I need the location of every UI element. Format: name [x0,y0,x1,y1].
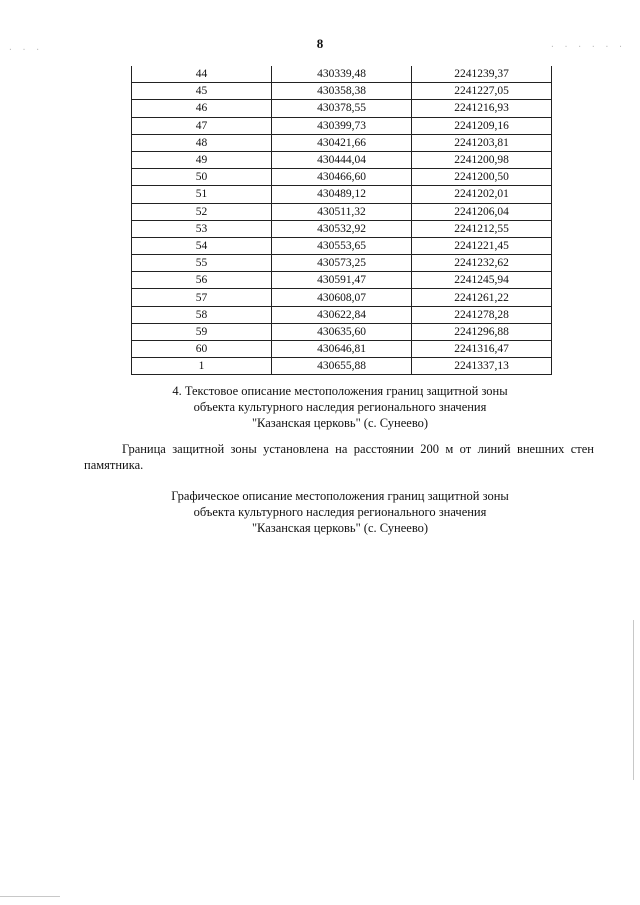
y-coordinate-cell: 2241245,94 [412,272,552,289]
point-number-cell: 1 [132,358,272,375]
x-coordinate-cell: 430608,07 [272,289,412,306]
point-number-cell: 55 [132,255,272,272]
y-coordinate-cell: 2241337,13 [412,358,552,375]
table-row [132,306,552,323]
y-coordinate-cell: 2241316,47 [412,341,552,358]
x-coordinate-cell: 430489,12 [272,186,412,203]
point-number-cell: 50 [132,169,272,186]
table-row [132,203,552,220]
table-row [132,341,552,358]
y-coordinate-cell: 2241212,55 [412,220,552,237]
point-number-cell: 48 [132,134,272,151]
x-coordinate-cell: 430646,81 [272,341,412,358]
table-row [132,83,552,100]
x-coordinate-cell: 430553,65 [272,237,412,254]
scan-edge-line [0,896,60,897]
y-coordinate-cell: 2241202,01 [412,186,552,203]
heading-line: объекта культурного наследия регионального значения [193,400,487,414]
x-coordinate-cell: 430532,92 [272,220,412,237]
heading-line: объекта культурного наследия регионального значения [193,505,487,519]
point-number-cell: 52 [132,203,272,220]
graphic-description-heading [10,488,640,536]
y-coordinate-cell: 2241261,22 [412,289,552,306]
x-coordinate-cell: 430655,88 [272,358,412,375]
scan-edge-line [633,620,634,780]
x-coordinate-cell: 430591,47 [272,272,412,289]
heading-line: "Казанская церковь" (с. Сунеево) [251,521,429,535]
point-number-cell: 45 [132,83,272,100]
heading-line: "Казанская церковь" (с. Сунеево) [251,416,429,430]
y-coordinate-cell: 2241216,93 [412,100,552,117]
table-row [132,66,552,83]
point-number-cell: 49 [132,151,272,168]
x-coordinate-cell: 430511,32 [272,203,412,220]
y-coordinate-cell: 2241200,50 [412,169,552,186]
point-number-cell: 54 [132,237,272,254]
heading-line: Графическое описание местоположения границ защитной зоны [171,489,509,503]
table-row [132,186,552,203]
point-number-cell: 47 [132,117,272,134]
x-coordinate-cell: 430573,25 [272,255,412,272]
y-coordinate-cell: 2241232,62 [412,255,552,272]
point-number-cell: 51 [132,186,272,203]
y-coordinate-cell: 2241206,04 [412,203,552,220]
point-number-cell: 59 [132,323,272,340]
point-number-cell: 56 [132,272,272,289]
section-4-heading [10,383,640,431]
x-coordinate-cell: 430339,48 [272,66,412,83]
y-coordinate-cell: 2241278,28 [412,306,552,323]
table-row [132,100,552,117]
x-coordinate-cell: 430421,66 [272,134,412,151]
table-row [132,117,552,134]
x-coordinate-cell: 430358,38 [272,83,412,100]
table-row [132,237,552,254]
coordinates-table [131,66,552,375]
x-coordinate-cell: 430399,73 [272,117,412,134]
y-coordinate-cell: 2241209,16 [412,117,552,134]
table-row [132,255,552,272]
x-coordinate-cell: 430378,55 [272,100,412,117]
table-row [132,169,552,186]
y-coordinate-cell: 2241296,88 [412,323,552,340]
y-coordinate-cell: 2241200,98 [412,151,552,168]
table-row [132,323,552,340]
point-number-cell: 44 [132,66,272,83]
x-coordinate-cell: 430622,84 [272,306,412,323]
table-row [132,134,552,151]
y-coordinate-cell: 2241227,05 [412,83,552,100]
point-number-cell: 46 [132,100,272,117]
zone-boundary-paragraph: Граница защитной зоны установлена на расстоянии 200 м от линий внешних стен памятника. [84,442,594,472]
scan-artifact: · · · [8,45,43,54]
y-coordinate-cell: 2241203,81 [412,134,552,151]
x-coordinate-cell: 430444,04 [272,151,412,168]
point-number-cell: 53 [132,220,272,237]
table-row [132,151,552,168]
scan-artifact: · · · · · · [550,42,625,51]
table-row [132,358,552,375]
y-coordinate-cell: 2241239,37 [412,66,552,83]
table-row [132,272,552,289]
table-row [132,289,552,306]
x-coordinate-cell: 430466,60 [272,169,412,186]
heading-line: 4. Текстовое описание местоположения границ защитной зоны [172,384,508,398]
point-number-cell: 57 [132,289,272,306]
point-number-cell: 60 [132,341,272,358]
x-coordinate-cell: 430635,60 [272,323,412,340]
table-row [132,220,552,237]
y-coordinate-cell: 2241221,45 [412,237,552,254]
page-number: 8 [316,36,324,51]
point-number-cell: 58 [132,306,272,323]
